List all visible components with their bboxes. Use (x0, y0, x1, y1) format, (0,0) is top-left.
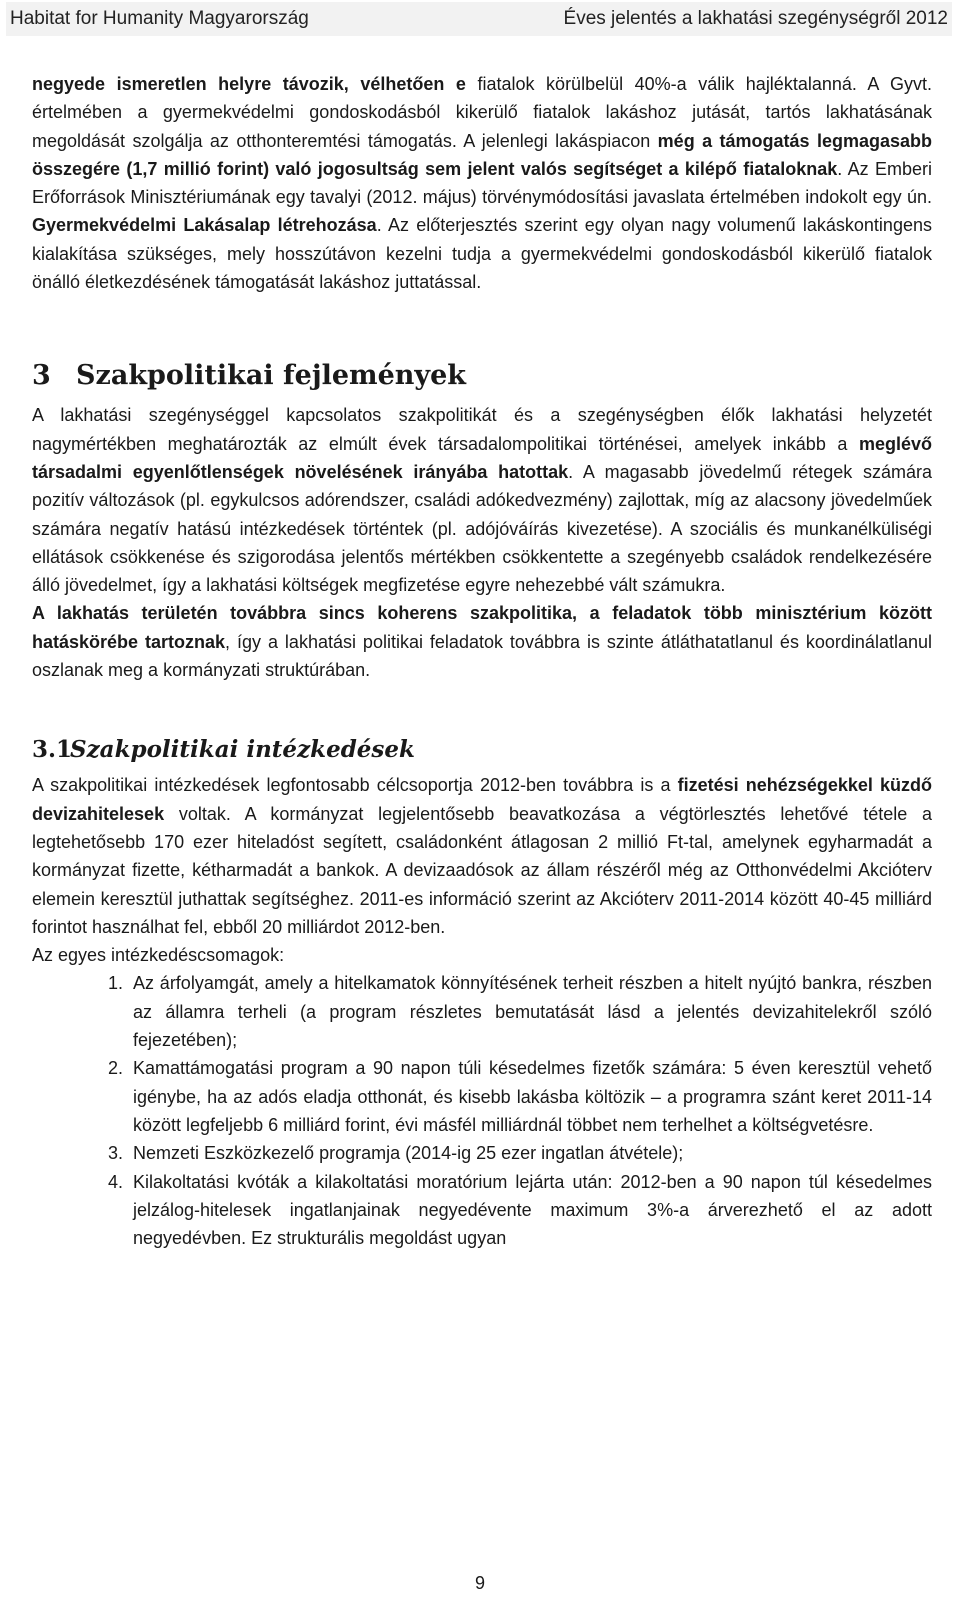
intro-text-1: fiatalok körülbelül 40%-a válik hajléktalanná. A Gyvt. értelmében a gyermekvédelmi gondoskodásból kikerülő fiatalok lakáshoz jutását, tartós lakhatásának megoldását szolgálja az otthonteremtési támogatás. A jelenlegi lakáspiacon (32, 74, 932, 151)
section-3-title: Szakpolitikai fejlemények (76, 360, 466, 392)
section-3-paragraph-2 (32, 599, 932, 684)
section-3-1-paragraph (32, 771, 932, 941)
s3p2-text: , így a lakhatási politikai feladatok továbbra is szinte átláthatatlanul és koordinálatlanul oszlanak meg a kormányzati struktúrában. (32, 631, 932, 681)
list-item-number: 1. (107, 973, 123, 994)
measures-list (32, 969, 932, 1252)
intro-bold-3: Gyermekvédelmi Lakásalap létrehozása (32, 215, 377, 236)
list-intro: Az egyes intézkedéscsomagok: (32, 945, 285, 966)
intro-text-3: . Az előterjesztés szerint egy olyan nagy volumenű lakáskontingens kialakítása szükséges, mely hosszútávon kezelni tudja a gyermekvédelmi gondoskodásból kikerülő fiatalok önálló életkezdésének támogatását lakáshoz juttatással. (32, 215, 932, 293)
page-content (32, 70, 932, 1252)
list-item-text: Nemzeti Eszközkezelő programja (2014-ig 25 ezer ingatlan átvétele); (133, 1143, 684, 1164)
section-3-number: 3 (32, 360, 51, 392)
list-item-text: Kilakoltatási kvóták a kilakoltatási moratórium lejárta után: 2012-ben a 90 napon túl késedelmes jelzálog-hitelesek ingatlanjainak negyedévente maximum 3%-a árverezhető el az adott negyedévben. Ez strukturális megoldást ugyan (133, 1171, 932, 1249)
s3p1-bold: meglévő társadalmi egyenlőtlenségek növelésének irányába hatottak (32, 433, 932, 482)
list-item (32, 1054, 932, 1139)
section-3-1-title: Szakpolitikai intézkedések (70, 736, 415, 764)
list-item-number: 3. (107, 1143, 123, 1164)
list-item (32, 1168, 932, 1253)
section-3-paragraph-1 (32, 401, 932, 599)
section-3-1-heading (32, 736, 932, 763)
list-item (32, 969, 932, 1054)
list-item-text: Az árfolyamgát, amely a hitelkamatok könnyítésének terheit részben a hitelt nyújtó bankra, részben az államra terheli (a program részletes bemutatását lásd a jelentés devizahitelekről szóló fejezetében); (133, 973, 932, 1051)
page-number: 9 (474, 1573, 485, 1593)
s3p1-text-c: . A magasabb jövedelmű rétegek számára pozitív változások (pl. egykulcsos adórendszer, családi adókedvezmény) zajlottak, míg az alacsony jövedelműek számára negatív hatású intézkedések történtek (pl. adójóváírás kivezetése). A szociális és munkanélküliségi ellátások csökkenése és szigorodása jelentős mértékben csökkentette a szegényebb családok rendelkezésére álló jövedelmet, így a lakhatási költségek megfizetése egyre nehezebbé vált számukra. (32, 461, 932, 596)
list-item-number: 2. (107, 1058, 123, 1079)
section-3-1-number: 3.1 (32, 736, 73, 764)
intro-bold-2: még a támogatás legmagasabb összegére (1,7 millió forint) való jogosultság sem jelent valós segítséget a kilépő fiataloknak (32, 130, 932, 179)
list-item-number: 4. (107, 1171, 123, 1192)
s3p1-text-a: A lakhatási szegénységgel kapcsolatos szakpolitikát és a szegénységben élők lakhatási helyzetét nagymértékben meghatározták az elmúlt évek társadalompolitikai történései, amelyek inkább a (32, 405, 932, 454)
intro-paragraph (32, 70, 932, 296)
s31p1-text-c: voltak. A kormányzat legjelentősebb beavatkozása a végtörlesztés lehetővé tétele a legtehetősebb 170 ezer hiteladóst segített, családonként átlagosan 2 millió Ft-tal, amelynek egyharmadát a kormányzat fizette, kétharmadát a bankok. A devizaadósok az állam részéről még az Otthonvédelmi Akcióterv elemein keresztül juthattak segítséghez. 2011-es információ szerint az Akcióterv 2011-2014 között 40-45 milliárd forintot használhat fel, ebből 20 milliárdot 2012-ben. (32, 803, 932, 937)
header-organization: Habitat for Humanity Magyarország (10, 8, 309, 29)
intro-text-2: . Az Emberi Erőforrások Minisztériumának egy tavalyi (2012. május) törvénymódosítási javaslata értelmében indokolt egy ún. (32, 158, 933, 208)
list-item (32, 1139, 932, 1167)
s3p2-bold: A lakhatás területén továbbra sincs koherens szakpolitika, a feladatok több minisztérium között hatáskörébe tartoznak (32, 603, 932, 652)
running-header (6, 2, 952, 36)
intro-bold-1: negyede ismeretlen helyre távozik, vélhetően e (32, 74, 466, 94)
s31p1-text-a: A szakpolitikai intézkedések legfontosabb célcsoportja 2012-ben továbbra is a (32, 775, 678, 796)
section-3-heading (32, 360, 932, 391)
list-item-text: Kamattámogatási program a 90 napon túli késedelmes fizetők számára: 5 éven keresztül vehető igénybe, ha az adós eladja otthonát, és kisebb lakásba költözik – a programra szánt keret 2011-14 között legfeljebb 6 milliárd forint, évi másfél milliárdnál többet nem terhelhet a költségvetésre. (133, 1058, 932, 1135)
s31p1-bold: fizetési nehézségekkel küzdő devizahitelesek (32, 775, 933, 824)
header-report-title: Éves jelentés a lakhatási szegénységről 2012 (563, 8, 948, 29)
